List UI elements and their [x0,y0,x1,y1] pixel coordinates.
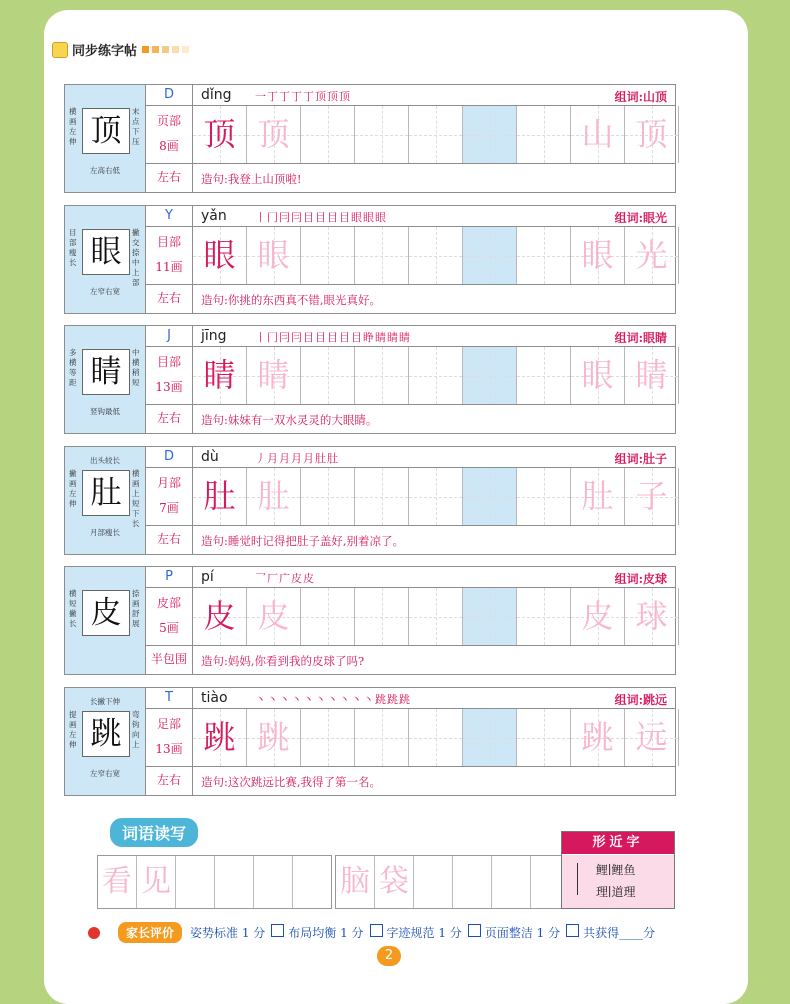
sentence: 造句:妹妹有一双水灵灵的大眼睛。 [201,413,378,427]
pinyin: pí [201,569,214,585]
initial-letter: Y [165,208,173,223]
stroke-step: 丶 [363,693,375,706]
writing-cell[interactable]: 顶 [247,106,301,163]
stroke-count: 11画 [155,260,183,274]
pinyin: dǐng [201,87,232,103]
apple-books-icon [88,927,100,939]
stroke-step: 月 [267,452,279,465]
practice-grid [193,347,679,404]
initial-letter: T [165,690,173,705]
word-example: 组词:山顶 [614,90,667,104]
stroke-step: 睛 [399,331,411,344]
writing-cell[interactable] [301,468,355,525]
note-left: 提画左伸 [69,710,77,749]
writing-cell[interactable] [517,347,571,404]
writing-cell[interactable]: 眼 [571,227,625,284]
writing-cell[interactable]: 睛 [247,347,301,404]
char-info [146,326,193,433]
model-char: 睛 [82,349,130,395]
char-row [64,325,676,434]
stroke-step: 目 [327,211,339,224]
char-model [65,85,146,192]
radical: 目部 [156,235,181,249]
note-left: 横画左伸 [69,107,77,146]
similar-line-2: 理∣道理 [596,885,636,899]
writing-cell[interactable]: 远 [625,709,679,766]
writing-cell[interactable] [355,468,409,525]
stroke-step: 冃 [279,331,291,344]
writing-cell[interactable]: 顶 [625,106,679,163]
evaluation-item: 姿势标准 1 分 [190,926,266,940]
stroke-step: 厂 [267,572,279,585]
stroke-order [255,88,351,104]
initial-letter: D [163,449,174,464]
char-info [146,85,193,192]
stroke-step: 丶 [291,693,303,706]
note-bottom: 竖钩最低 [90,407,120,416]
note-bottom: 月部瘦长 [90,528,120,537]
checkbox[interactable] [370,924,383,937]
writing-cell[interactable] [355,347,409,404]
writing-cell[interactable] [517,709,571,766]
structure: 左右 [156,411,181,425]
writing-cell[interactable] [517,588,571,645]
writing-cell[interactable] [463,227,517,284]
stroke-step: 目 [327,331,339,344]
writing-cell[interactable] [355,588,409,645]
stroke-step: 眼 [375,211,387,224]
vocab-cell[interactable]: 脑 [336,856,375,908]
word-example: 组词:眼睛 [614,331,667,345]
model-char: 跳 [82,711,130,757]
word-example: 组词:跳远 [614,693,667,707]
stroke-step: 顶 [327,90,339,103]
writing-cell[interactable]: 肚 [247,468,301,525]
radical: 皮部 [156,596,181,610]
stroke-step: 眼 [363,211,375,224]
vocab-grid-2 [335,855,570,909]
writing-cell[interactable]: 眼 [571,347,625,404]
checkbox[interactable] [566,924,579,937]
writing-cell[interactable] [409,347,463,404]
stroke-count: 13画 [155,742,183,756]
writing-cell[interactable]: 肚 [193,468,247,525]
writing-cell[interactable] [409,106,463,163]
stroke-count: 13画 [155,380,183,394]
writing-cell[interactable] [301,227,355,284]
evaluation-item: 字迹规范 1 分 [386,926,462,940]
note-bottom: 左高右低 [90,166,120,175]
writing-cell[interactable]: 光 [625,227,679,284]
stroke-step: 目 [351,331,363,344]
note-bottom: 左窄右宽 [90,769,120,778]
radical: 页部 [156,114,181,128]
evaluation-total: 共获得____分 [583,926,656,940]
char-row [64,446,676,555]
writing-cell[interactable] [301,709,355,766]
writing-cell[interactable]: 肚 [571,468,625,525]
char-model [65,206,146,313]
initial-letter: P [165,569,173,584]
model-char: 肚 [82,470,130,516]
vocab-cell[interactable] [492,856,531,908]
writing-cell[interactable]: 山 [571,106,625,163]
vocab-cell[interactable] [176,856,215,908]
writing-cell[interactable]: 跳 [193,709,247,766]
char-info [146,206,193,313]
char-model [65,326,146,433]
stroke-count: 8画 [159,139,179,153]
writing-cell[interactable] [409,227,463,284]
stroke-order [255,691,411,707]
stroke-order [255,329,411,345]
char-row [64,687,676,796]
writing-cell[interactable] [409,588,463,645]
vocab-cell[interactable] [453,856,492,908]
checkbox[interactable] [271,924,284,937]
stroke-order [255,450,339,466]
stroke-step: 目 [339,331,351,344]
note-right: 横画上短下长 [132,469,140,528]
similar-chars-box [561,831,675,909]
stroke-step: 顶 [339,90,351,103]
writing-cell[interactable]: 皮 [193,588,247,645]
structure: 左右 [156,291,181,305]
char-model [65,447,146,554]
stroke-step: 肚 [315,452,327,465]
stroke-step: 丁 [267,90,279,103]
stroke-step: 丨 [255,331,267,344]
writing-cell[interactable] [517,106,571,163]
char-info [146,567,193,674]
evaluation-tag: 家长评价 [118,922,182,943]
model-char: 眼 [82,229,130,275]
stroke-step: 乛 [255,572,267,585]
similar-line-1: 鲤∣鲤鱼 [596,863,636,877]
stroke-step: 丶 [279,693,291,706]
stroke-step: 目 [303,211,315,224]
note-right: 中横稍短 [132,348,140,387]
char-model [65,688,146,795]
note-top: 出头较长 [90,456,120,465]
vocab-grid-1 [97,855,332,909]
writing-cell[interactable]: 跳 [571,709,625,766]
char-row [64,566,676,675]
stroke-step: 冃 [291,331,303,344]
stroke-step: 皮 [303,572,315,585]
vocab-cell[interactable] [254,856,293,908]
vocab-cell[interactable] [215,856,254,908]
stroke-order [255,570,315,586]
brace-icon [577,863,594,895]
notebook-icon [52,42,68,58]
vocab-cell[interactable]: 见 [137,856,176,908]
note-bottom: 左窄右宽 [90,287,120,296]
stroke-step: 睁 [363,331,375,344]
writing-cell[interactable]: 跳 [247,709,301,766]
stroke-step: 睛 [375,331,387,344]
stroke-step: 冃 [291,211,303,224]
page-number: 2 [377,946,401,966]
model-char: 顶 [82,108,130,154]
header-title: 同步练字帖 [72,44,138,59]
radical: 足部 [156,717,181,731]
word-example: 组词:肚子 [614,452,667,466]
stroke-step: 顶 [315,90,327,103]
stroke-step: 目 [315,331,327,344]
pinyin: dù [201,449,219,465]
stroke-step: 丶 [315,693,327,706]
stroke-step: 冂 [267,331,279,344]
writing-cell[interactable]: 球 [625,588,679,645]
writing-cell[interactable]: 皮 [247,588,301,645]
writing-cell[interactable]: 子 [625,468,679,525]
sentence: 造句:我登上山顶啦! [201,172,302,186]
writing-cell[interactable] [355,106,409,163]
writing-cell[interactable] [409,709,463,766]
writing-cell[interactable]: 顶 [193,106,247,163]
writing-cell[interactable] [463,347,517,404]
note-left: 撇画左伸 [69,469,77,508]
note-right: 撇交捺中上部 [132,228,140,287]
writing-cell[interactable]: 眼 [247,227,301,284]
stroke-step: 丶 [267,693,279,706]
stroke-count: 5画 [159,621,179,635]
parent-evaluation [88,922,655,943]
note-right: 末点下压 [132,107,140,146]
pinyin: yǎn [201,208,227,224]
practice-grid [193,709,679,766]
stroke-step: 丶 [327,693,339,706]
practice-grid [193,227,679,284]
writing-cell[interactable]: 皮 [571,588,625,645]
note-left: 目部瘦长 [69,228,77,267]
stroke-step: 丨 [255,211,267,224]
writing-cell[interactable] [463,106,517,163]
stroke-step: 月 [303,452,315,465]
writing-cell[interactable] [355,709,409,766]
stroke-step: 丁 [291,90,303,103]
stroke-step: 冂 [267,211,279,224]
practice-grid [193,106,679,163]
stroke-step: 目 [315,211,327,224]
vocab-title: 词语读写 [110,818,198,847]
char-row [64,84,676,193]
writing-cell[interactable]: 睛 [193,347,247,404]
note-right: 弯钩向上 [132,710,140,749]
stroke-step: 冃 [279,211,291,224]
similar-chars-title: 形近字 [562,832,674,854]
stroke-step: 丿 [255,452,267,465]
practice-grid [193,588,679,645]
stroke-step: 丁 [279,90,291,103]
stroke-step: 目 [339,211,351,224]
model-char: 皮 [82,590,130,636]
writing-cell[interactable] [301,347,355,404]
pinyin: tiào [201,690,228,706]
stroke-step: 丶 [255,693,267,706]
radical: 目部 [156,355,181,369]
stroke-step: 皮 [291,572,303,585]
stroke-count: 7画 [159,501,179,515]
stroke-step: 跳 [387,693,399,706]
header [52,40,192,59]
sentence: 造句:妈妈,你看到我的皮球了吗? [201,654,365,668]
writing-cell[interactable] [301,588,355,645]
note-left: 横短撇长 [69,589,77,628]
writing-cell[interactable] [355,227,409,284]
vocab-cell[interactable] [293,856,331,908]
vocab-cell[interactable] [414,856,453,908]
char-row [64,205,676,314]
checkbox[interactable] [468,924,481,937]
stroke-step: 丶 [351,693,363,706]
note-top: 长撇下伸 [90,697,120,706]
sentence: 造句:睡觉时记得把肚子盖好,别着凉了。 [201,534,405,548]
initial-letter: J [167,328,171,343]
stroke-step: 丶 [303,693,315,706]
pinyin: jīng [201,328,227,344]
stroke-step: 目 [303,331,315,344]
vocab-cell[interactable]: 袋 [375,856,414,908]
writing-cell[interactable] [301,106,355,163]
word-example: 组词:皮球 [614,572,667,586]
practice-grid [193,468,679,525]
stroke-step: 睛 [387,331,399,344]
vocab-cell[interactable]: 看 [98,856,137,908]
word-example: 组词:眼光 [614,211,667,225]
structure: 半包围 [150,652,187,666]
evaluation-item: 页面整洁 1 分 [484,926,561,940]
writing-cell[interactable]: 睛 [625,347,679,404]
writing-cell[interactable] [517,227,571,284]
sentence: 造句:这次跳远比赛,我得了第一名。 [201,775,382,789]
stroke-step: 丶 [339,693,351,706]
evaluation-item: 布局均衡 1 分 [288,926,364,940]
writing-cell[interactable] [463,588,517,645]
writing-cell[interactable] [463,709,517,766]
structure: 左右 [156,170,181,184]
writing-cell[interactable] [463,468,517,525]
stroke-step: 月 [291,452,303,465]
stroke-order [255,209,387,225]
stroke-step: 跳 [375,693,387,706]
char-info [146,688,193,795]
initial-letter: D [163,87,174,102]
stroke-step: 月 [279,452,291,465]
writing-cell[interactable] [409,468,463,525]
structure: 左右 [156,773,181,787]
char-model [65,567,146,674]
stroke-step: 跳 [399,693,411,706]
writing-cell[interactable]: 眼 [193,227,247,284]
header-dots [142,46,192,53]
stroke-step: 广 [279,572,291,585]
stroke-step: 眼 [351,211,363,224]
writing-cell[interactable] [517,468,571,525]
stroke-step: 一 [255,90,267,103]
sentence: 造句:你挑的东西真不错,眼光真好。 [201,293,382,307]
stroke-step: 肚 [327,452,339,465]
note-left: 多横等距 [69,348,77,387]
note-right: 捺画舒展 [132,589,140,628]
char-info [146,447,193,554]
radical: 月部 [156,476,181,490]
stroke-step: 丁 [303,90,315,103]
structure: 左右 [156,532,181,546]
